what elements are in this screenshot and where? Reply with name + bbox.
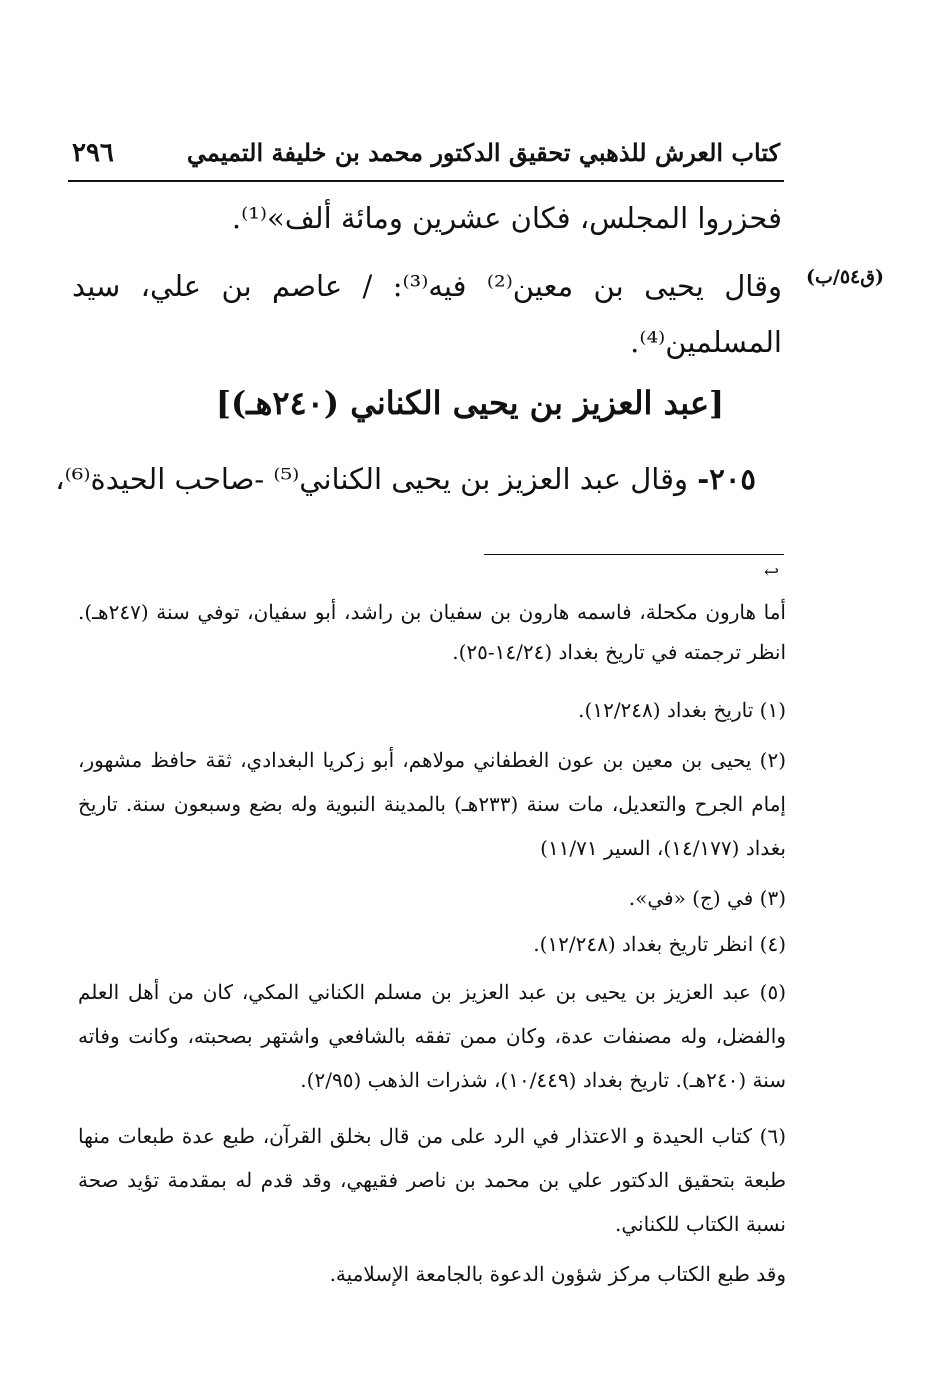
entry-text: وقال عبد العزيز بن يحيى الكناني⁽⁵⁾ -صاحب الحيدة⁽⁶⁾، <box>55 462 688 496</box>
footnote-1: (١) تاريخ بغداد (١٢/٢٤٨). <box>578 698 786 722</box>
footnote-6-continuation: وقد طبع الكتاب مركز شؤون الدعوة بالجامعة الإسلامية. <box>329 1262 786 1286</box>
entry-line <box>55 462 756 496</box>
header-divider <box>68 180 784 182</box>
page-number: ٢٩٦ <box>72 138 114 168</box>
running-title: كتاب العرش للذهبي تحقيق الدكتور محمد بن خليفة التميمي <box>186 138 780 167</box>
footnote-6: (٦) كتاب الحيدة و الاعتذار في الرد على من قال بخلق القرآن، طبع عدة طبعات منها طبعة بتحقيق الدكتور علي بن محمد بن ناصر فقيهي، وقد قدم له بمقدمة تؤيد صحة نسبة الكتاب للكناني. <box>78 1124 786 1236</box>
footnote-divider <box>484 554 784 555</box>
continuation-icon: ↩ <box>764 562 780 583</box>
section-heading: [عبد العزيز بن يحيى الكناني (٢٤٠هـ)] <box>215 384 725 422</box>
footnote-3: (٣) في (ج) «في». <box>628 886 786 910</box>
running-header <box>68 138 784 180</box>
main-text-paragraph: وقال يحيى بن معين⁽²⁾ فيه⁽³⁾: / عاصم بن علي، سيد المسلمين⁽⁴⁾. <box>72 269 782 359</box>
footnote-5: (٥) عبد العزيز بن يحيى بن عبد العزيز بن مسلم الكناني المكي، كان من أهل العلم والفضل، وله مصنفات عدة، وكان ممن تفقه بالشافعي واشتهر بصحبته، وكانت وفاته سنة (٢٤٠هـ). تاريخ بغداد (١٠/٤٤٩)، شذرات الذهب (٢/٩٥). <box>78 980 786 1092</box>
footnote-continuation: أما هارون مكحلة، فاسمه هارون بن سفيان بن راشد، أبو سفيان، توفي سنة (٢٤٧هـ). انظر ترجمته في تاريخ بغداد (١٤/٢٤-٢٥). <box>78 600 786 664</box>
main-text-line: فحزروا المجلس، فكان عشرين ومائة ألف»⁽¹⁾. <box>231 201 782 235</box>
footnote-2: (٢) يحيى بن معين بن عون الغطفاني مولاهم، أبو زكريا البغدادي، ثقة حافظ مشهور، إمام الجرح والتعديل، مات سنة (٢٣٣هـ) بالمدينة النبوية وله بضع وسبعون سنة. تاريخ بغداد (١٤/١٧٧)، السير ١١/٧١) <box>78 748 786 860</box>
entry-number: ٢٠٥- <box>697 462 756 496</box>
footnote-4: (٤) انظر تاريخ بغداد (١٢/٢٤٨). <box>533 932 786 956</box>
manuscript-folio-note: (ق٥٤/ب) <box>806 266 884 288</box>
